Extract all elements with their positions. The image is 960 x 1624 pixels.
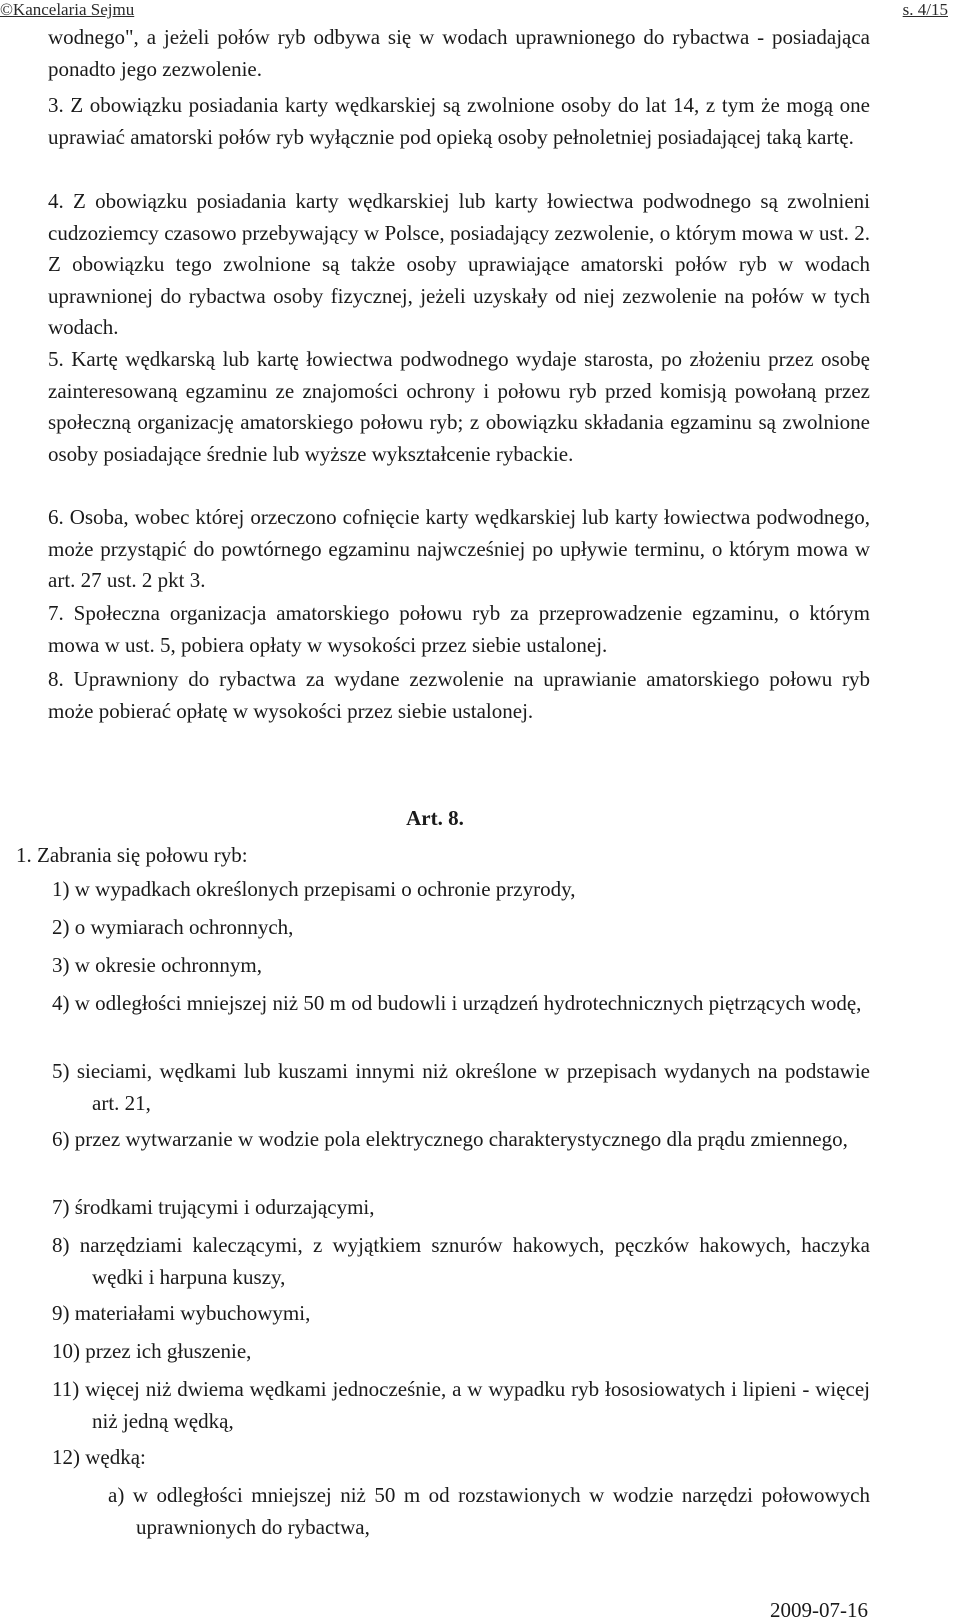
list-subitem: a) w odległości mniejszej niż 50 m od rozstawionych w wodzie narzędzi połowowych uprawnionych do rybactwa, <box>108 1483 870 1539</box>
paragraph-8: 8. Uprawniony do rybactwa za wydane zezwolenie na uprawianie amatorskiego połowu ryb może pobierać opłatę w wysokości przez siebie ustalonej. <box>48 667 870 723</box>
list-item: 10) przez ich głuszenie, <box>52 1339 252 1363</box>
list-item: 11) więcej niż dwiema wędkami jednocześnie, a w wypadku ryb łososiowatych i lipieni - więcej niż jedną wędką, <box>52 1377 870 1433</box>
list-item: 9) materiałami wybuchowymi, <box>52 1301 311 1325</box>
list-item: 8) narzędziami kaleczącymi, z wyjątkiem sznurów hakowych, pęczków hakowych, haczyka wędki i harpuna kuszy, <box>52 1233 870 1289</box>
paragraph-5: 5. Kartę wędkarską lub kartę łowiectwa podwodnego wydaje starosta, po złożeniu przez osobę zainteresowaną egzaminu ze znajomości ochrony i połowu ryb przed komisją powołaną przez społeczną organizację amatorskiego połowu ryb; z obowiązku składania egzaminu są zwolnione osoby posiadające średnie lub wyższe wykształcenie rybackie. <box>48 347 870 466</box>
paragraph-4: 4. Z obowiązku posiadania karty wędkarskiej lub karty łowiectwa podwodnego są zwolnieni cudzoziemcy czasowo przebywający w Polsce, posiadający zezwolenie, o którym mowa w ust. 2. Z obowiązku tego zwolnione są także osoby uprawiające amatorski połów ryb w wodach uprawnionej do rybactwa osoby fizycznej, jeżeli uzyskały od niej zezwolenie na połów w tych wodach. <box>48 189 870 339</box>
page-header-source: ©Kancelaria Sejmu <box>0 0 135 19</box>
article-intro: 1. Zabrania się połowu ryb: <box>16 843 248 867</box>
page-number: s. 4/15 <box>902 0 948 19</box>
list-item: 4) w odległości mniejszej niż 50 m od budowli i urządzeń hydrotechnicznych piętrzących wodę, <box>52 991 862 1015</box>
list-item: 7) środkami trującymi i odurzającymi, <box>52 1195 375 1219</box>
paragraph-continuation: wodnego", a jeżeli połów ryb odbywa się w wodach uprawnionego do rybactwa - posiadająca ponadto jego zezwolenie. <box>48 25 870 81</box>
article-heading: Art. 8. <box>406 806 464 830</box>
list-item: 6) przez wytwarzanie w wodzie pola elektrycznego charakterystycznego dla prądu zmiennego, <box>52 1127 848 1151</box>
list-item: 2) o wymiarach ochronnych, <box>52 915 294 939</box>
list-item: 1) w wypadkach określonych przepisami o ochronie przyrody, <box>52 877 576 901</box>
list-item: 3) w okresie ochronnym, <box>52 953 262 977</box>
list-item: 12) wędką: <box>52 1445 146 1469</box>
document-date: 2009-07-16 <box>770 1598 868 1622</box>
paragraph-6: 6. Osoba, wobec której orzeczono cofnięcie karty wędkarskiej lub karty łowiectwa podwodnego, może przystąpić do powtórnego egzaminu najwcześniej po upływie terminu, o którym mowa w art. 27 ust. 2 pkt 3. <box>48 505 870 592</box>
list-item: 5) sieciami, wędkami lub kuszami innymi niż określone w przepisach wydanych na podstawie art. 21, <box>52 1059 870 1115</box>
paragraph-3: 3. Z obowiązku posiadania karty wędkarskiej są zwolnione osoby do lat 14, z tym że mogą one uprawiać amatorski połów ryb wyłącznie pod opieką osoby pełnoletniej posiadającej taką kartę. <box>48 93 870 149</box>
paragraph-7: 7. Społeczna organizacja amatorskiego połowu ryb za przeprowadzenie egzaminu, o którym mowa w ust. 5, pobiera opłaty w wysokości przez siebie ustalonej. <box>48 601 870 657</box>
